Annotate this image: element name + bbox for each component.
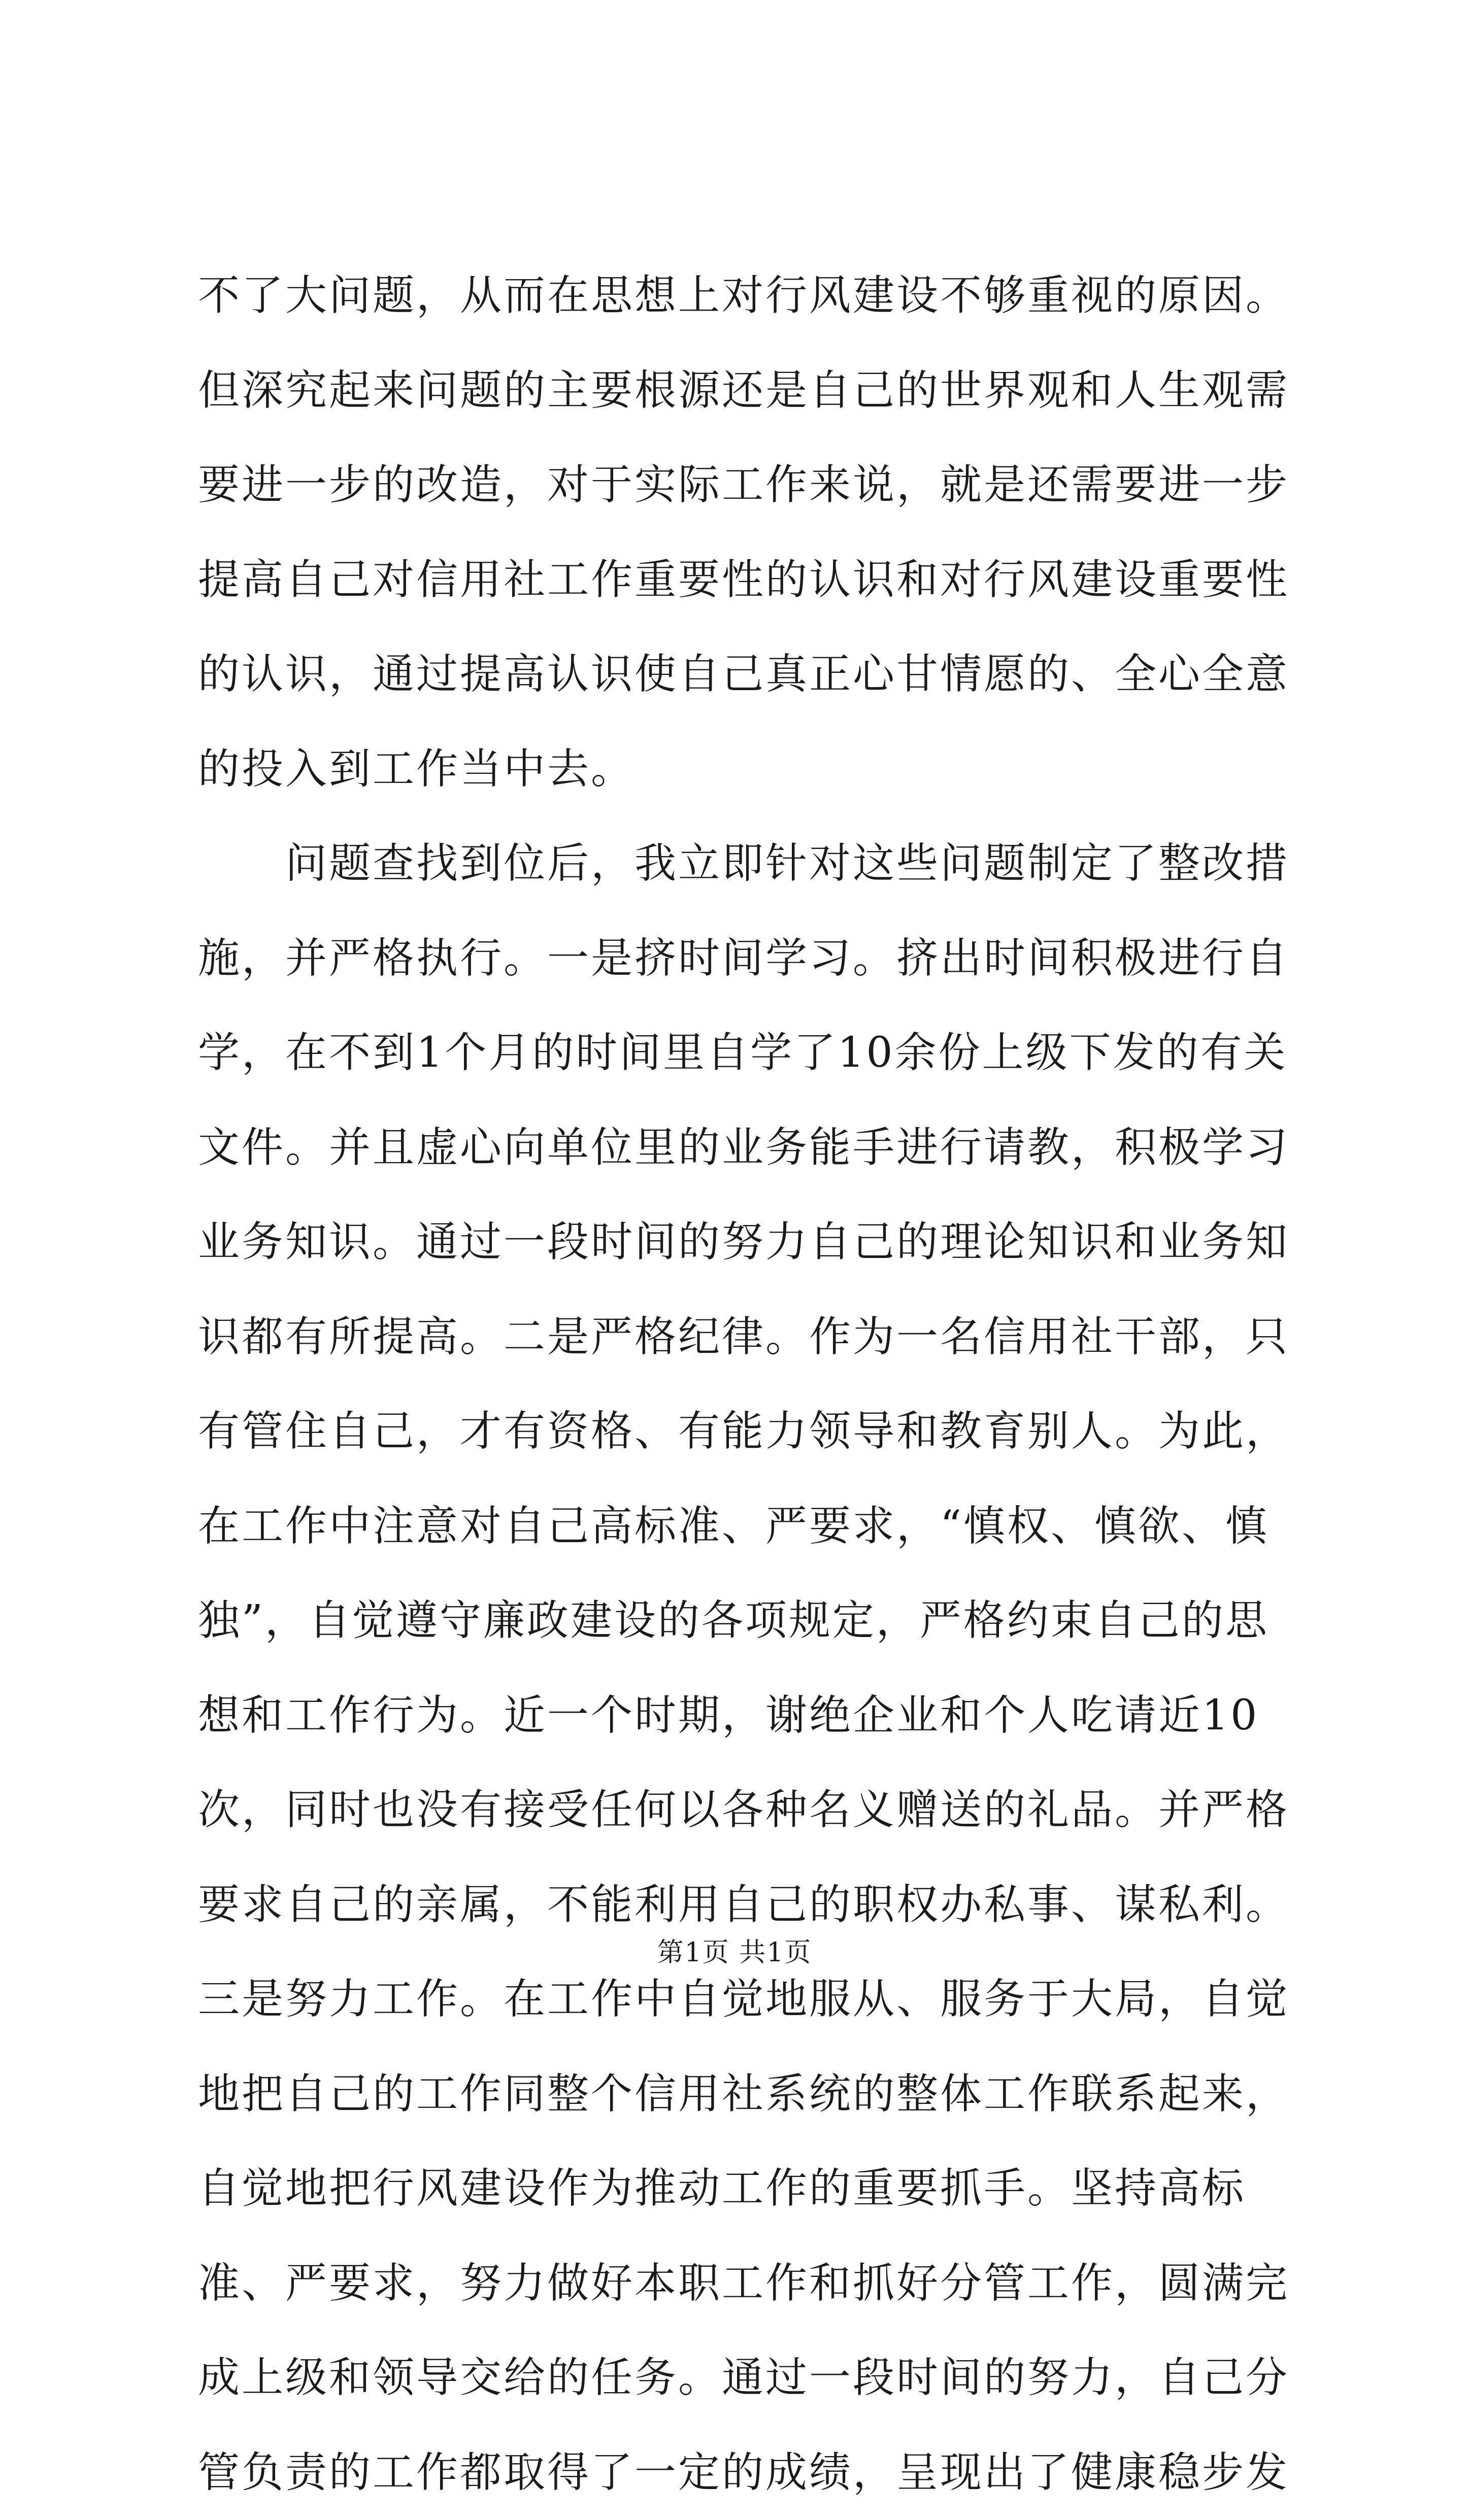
paragraph-1: 不了大问题，从而在思想上对行风建设不够重视的原因。但深究起来问题的主要根源还是自己的世界观和人生观需要进一步的改造，对于实际工作来说，就是还需要进一步提高自己对信用社工作重要性的认识和对行风建设重要性的认识，通过提高认识使自己真正心甘情愿的、全心全意的投入到工作当中去。 xyxy=(198,271,1290,793)
paragraph-2: 问题查找到位后，我立即针对这些问题制定了整改措施，并严格执行。一是挤时间学习。挤出时间积极进行自学，在不到1个月的时间里自学了10余份上级下发的有关文件。并且虚心向单位里的业务能手进行请教，积极学习业务知识。通过一段时间的努力自己的理论知识和业务知识都有所提高。二是严格纪律。作为一名信用社干部，只有管住自己，才有资格、有能力领导和教育别人。为此，在工作中注意对自己高标准、严要求，“慎权、慎欲、慎独”，自觉遵守廉政建设的各项规定，严格约束自己的思想和工作行为。近一个时期，谢绝企业和个人吃请近10次，同时也没有接受任何以各种名义赠送的礼品。并严格要求自己的亲属，不能利用自己的职权办私事、谋私利。三是努力工作。在工作中自觉地服从、服务于大局，自觉地把自己的工作同整个信用社系统的整体工作联系起来，自觉地把行风建设作为推动工作的重要抓手。坚持高标准、严要求，努力做好本职工作和抓好分管工作，圆满完成上级和领导交给的任务。通过一段时间的努力，自己分管负责的工作都取得了一定的成绩，呈现出了健康稳步发 xyxy=(198,839,1290,2497)
page-footer: 第1页 共1页 xyxy=(657,1937,812,1968)
document-body xyxy=(198,249,1294,2520)
